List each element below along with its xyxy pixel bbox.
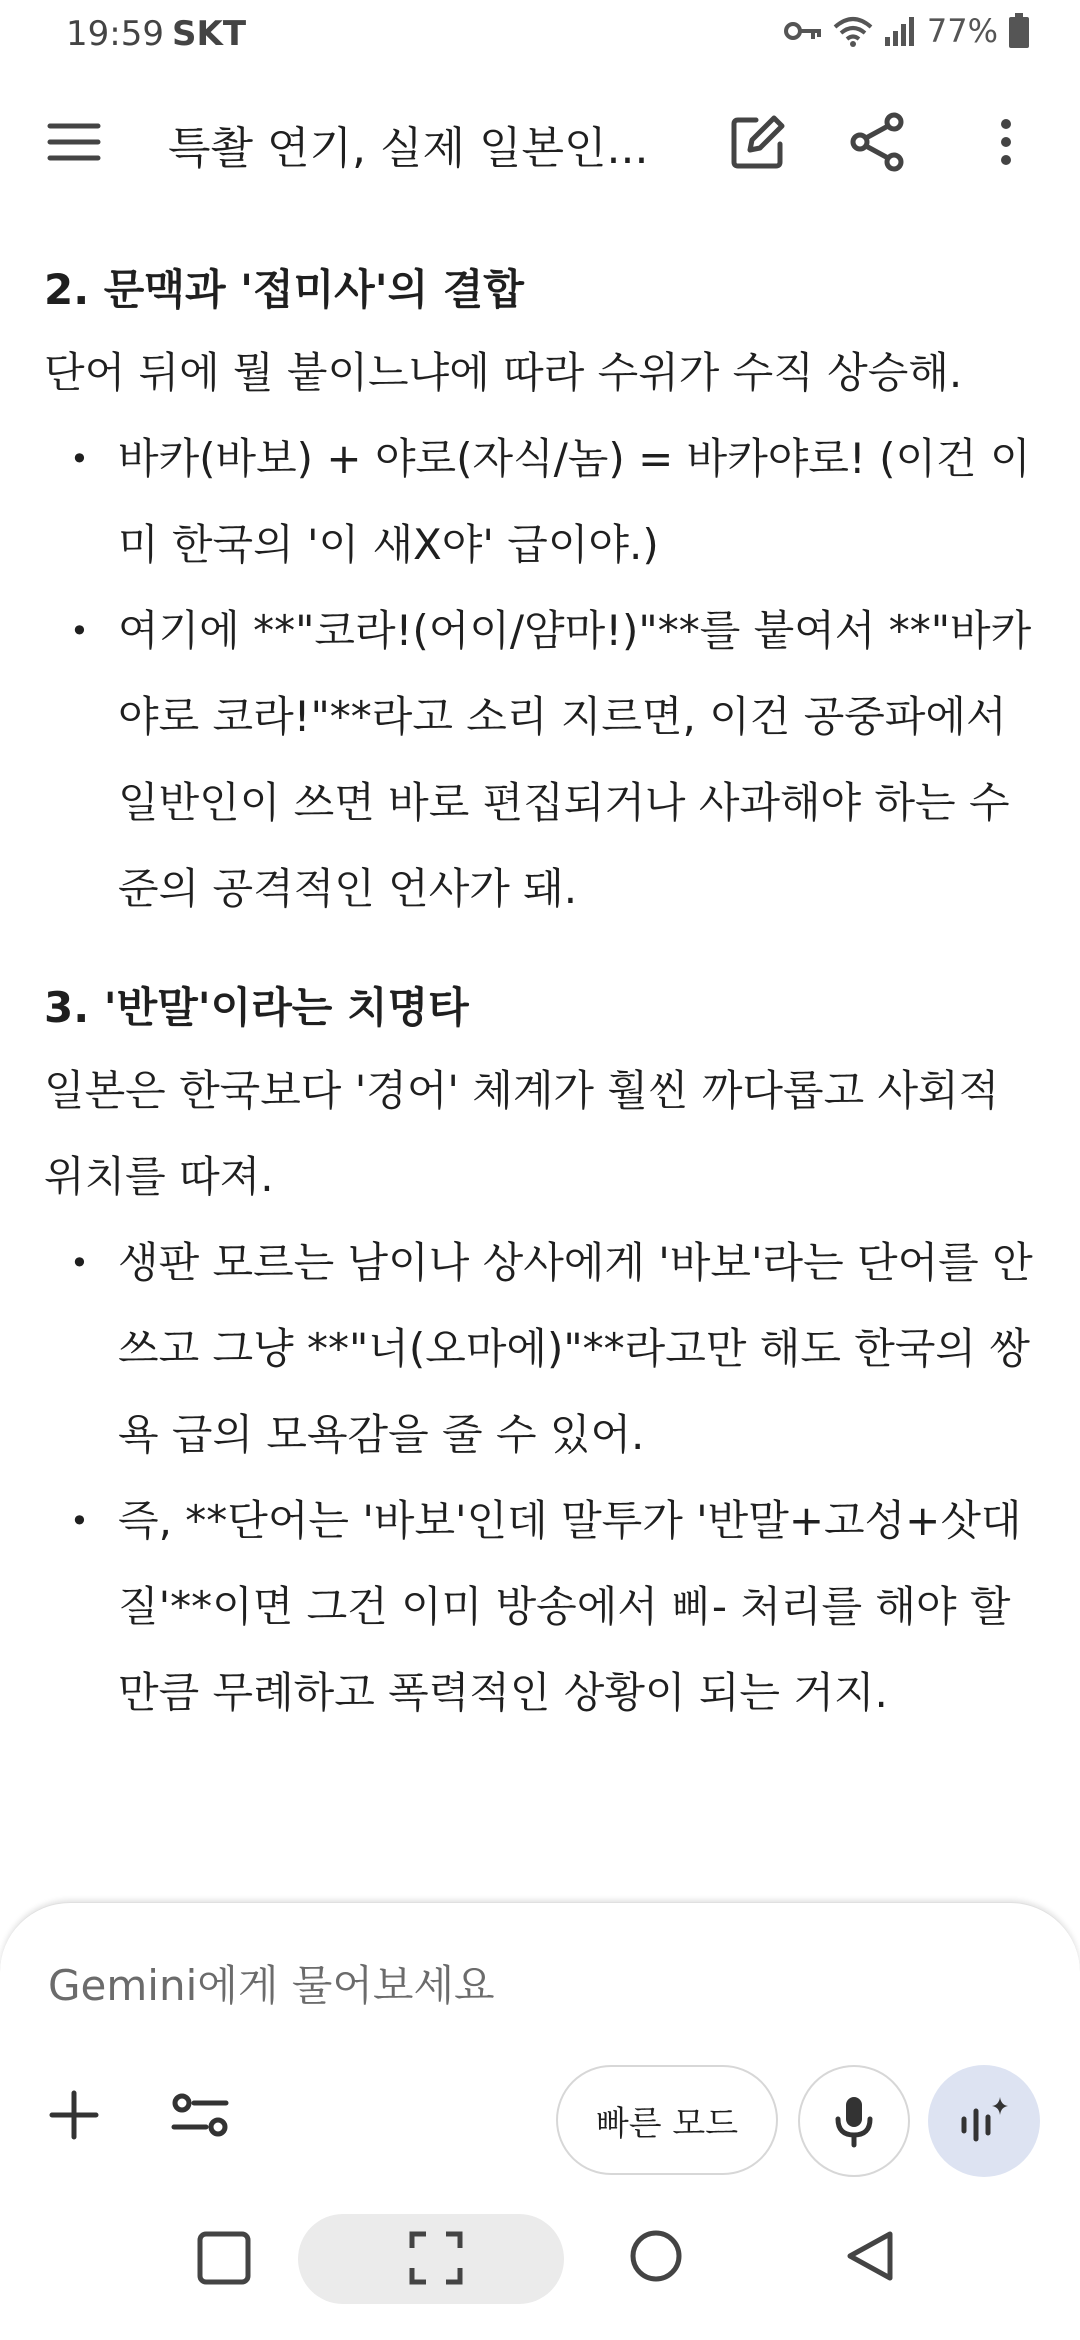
live-button[interactable] bbox=[928, 2065, 1040, 2177]
home-button[interactable] bbox=[628, 2228, 684, 2284]
menu-button[interactable] bbox=[44, 112, 104, 172]
share-icon bbox=[846, 110, 910, 174]
status-bar bbox=[0, 0, 1080, 70]
recent-apps-icon bbox=[196, 2230, 252, 2286]
add-button[interactable] bbox=[42, 2083, 106, 2147]
conversation-title[interactable]: 특촬 연기, 실제 일본인... bbox=[168, 123, 649, 174]
more-icon bbox=[976, 110, 1036, 174]
list-item: • 여기에 **"코라!(어이/얌마!)"**를 붙여서 **"바카야로 코라!"**라고 소리 지르면, 이건 공중파에서 일반인이 쓰면 바로 편집되거나 사과해야 하는 수준의 공격적인 언사가 돼. bbox=[44, 588, 1034, 932]
back-icon bbox=[842, 2228, 898, 2284]
section-intro: 일본은 한국보다 '경어' 체계가 훨씬 까다롭고 사회적 위치를 따져. bbox=[44, 1066, 1000, 1201]
fast-mode-button[interactable] bbox=[556, 2065, 778, 2175]
microphone-button[interactable] bbox=[798, 2065, 910, 2177]
key-icon bbox=[783, 17, 823, 45]
wifi-icon bbox=[833, 15, 873, 47]
status-icons bbox=[783, 12, 1030, 50]
tools-button[interactable] bbox=[166, 2083, 236, 2147]
new-chat-button[interactable] bbox=[726, 110, 790, 174]
clock: 19:59 bbox=[66, 14, 164, 54]
live-icon bbox=[956, 2093, 1012, 2149]
battery-icon bbox=[1008, 13, 1030, 49]
section-heading: 2. 문맥과 '접미사'의 결합 bbox=[44, 265, 524, 314]
section-heading: 3. '반말'이라는 치명타 bbox=[44, 983, 469, 1032]
bullet-list bbox=[44, 1220, 1034, 1736]
recent-apps-button[interactable] bbox=[196, 2230, 252, 2286]
list-item: • 바카(바보) + 야로(자식/놈) = 바카야로! (이건 이미 한국의 '이 새X야' 급이야.) bbox=[44, 416, 1034, 588]
menu-icon bbox=[44, 112, 104, 172]
home-expand-icon bbox=[408, 2230, 464, 2286]
more-options-button[interactable] bbox=[976, 110, 1036, 174]
list-item: • 생판 모르는 남이나 상사에게 '바보'라는 단어를 안 쓰고 그냥 **"너(오마에)"**라고만 해도 한국의 쌍욕 급의 모욕감을 줄 수 있어. bbox=[44, 1220, 1034, 1478]
edit-icon bbox=[726, 110, 790, 174]
plus-icon bbox=[42, 2083, 106, 2147]
response-content bbox=[44, 250, 1034, 1736]
fast-mode-label: 빠른 모드 bbox=[595, 2103, 739, 2144]
signal-icon bbox=[883, 15, 917, 47]
battery-text: 77% bbox=[926, 12, 998, 50]
section-intro: 단어 뒤에 뭘 붙이느냐에 따라 수위가 수직 상승해. bbox=[44, 348, 963, 397]
back-button[interactable] bbox=[842, 2228, 898, 2284]
prompt-input[interactable]: Gemini에게 물어보세요 bbox=[48, 1961, 495, 2010]
system-navigation-bar bbox=[0, 2182, 1080, 2340]
carrier: SKT bbox=[171, 14, 247, 54]
status-time bbox=[66, 14, 246, 54]
mic-icon bbox=[830, 2093, 878, 2149]
app-bar bbox=[0, 90, 1080, 190]
tools-icon bbox=[166, 2083, 236, 2147]
list-item: • 즉, **단어는 '바보'인데 말투가 '반말+고성+삿대질'**이면 그건 이미 방송에서 삐- 처리를 해야 할 만큼 무례하고 폭력적인 상황이 되는 거지. bbox=[44, 1478, 1034, 1736]
bullet-list bbox=[44, 416, 1034, 932]
home-expand-button[interactable] bbox=[408, 2230, 464, 2286]
home-circle-icon bbox=[628, 2228, 684, 2284]
share-button[interactable] bbox=[846, 110, 910, 174]
prompt-sheet bbox=[0, 1902, 1080, 2183]
